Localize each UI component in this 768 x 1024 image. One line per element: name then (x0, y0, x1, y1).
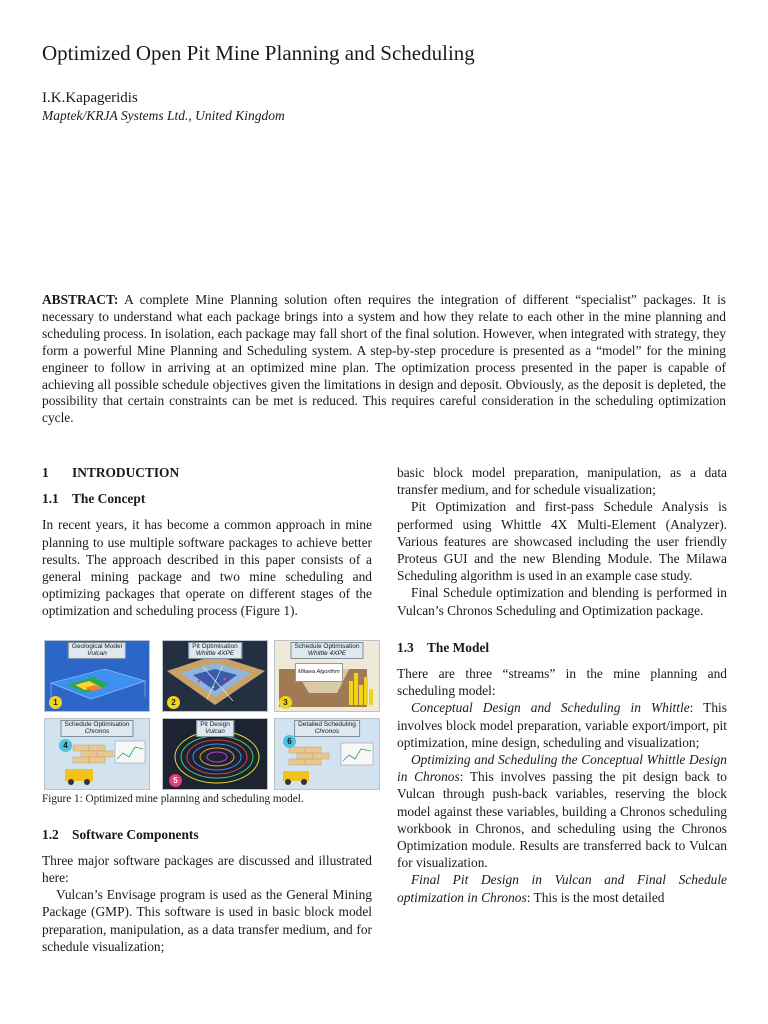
model-stream-3: Final Pit Design in Vulcan and Final Schedule optimization in Chronos: This is the most detailed (397, 872, 727, 905)
figure-panel-schedule-optimisation-whittle (274, 640, 380, 712)
model-paragraph-1: There are three “streams” in the mine planning and scheduling model: (397, 666, 727, 699)
figure-panel-geological-model (44, 640, 150, 712)
subsection-heading-model: 1.3 The Model (397, 639, 490, 655)
figure-panel-detailed-scheduling (274, 718, 380, 790)
software-components-paragraph-2: Vulcan’s Envisage program is used as the General Mining Package (GMP). This software is used in basic block model preparation, manipulation, as a data transfer medium, and for schedule visualization; (42, 887, 372, 954)
figure-step-badge: 5 (169, 774, 182, 787)
left-column (42, 464, 372, 954)
figure-panel-label: Pit Optimisation Whittle 4XPE (188, 642, 242, 659)
figure-panel-label: Schedule Optimisation Whittle 4XPE (290, 642, 363, 659)
figure-step-badge: 4 (59, 739, 72, 752)
figure-panel-schedule-optimisation-chronos (44, 718, 150, 790)
figure-1 (44, 640, 366, 792)
figure-caption: Figure 1: Optimized mine planning and scheduling model. (42, 792, 304, 805)
figure-step-badge: 6 (283, 735, 296, 748)
software-components-paragraph-2-continued: basic block model preparation, manipulation, as a data transfer medium, and for schedule visualization; (397, 465, 727, 498)
model-stream-1: Conceptual Design and Scheduling in Whittle: This involves block model preparation, variable export/import, pit optimization, mine design, scheduling and visualization; (397, 700, 727, 750)
abstract-text: A complete Mine Planning solution often requires the integration of different “specialist” packages. It is necessary to understand what each package brings into a system and how they relate to each other in the mine planning and scheduling process. In isolation, each package may fall short of the final solution. However, when integrated with strategy, they form a powerful Mine Planning and Scheduling system. A step-by-step procedure is presented as a “model” for the mining engineer to follow in arriving at an optimized mine plan. The optimization process presented in the paper is capable of achieving all possible schedule objectives given the limitations in design and deposit. Obviously, as the deposit is depleted, the possibility that certain constraints can be met is reduced. This requires careful consideration in the scheduling optimization cycle. (42, 292, 726, 426)
figure-panel-label: Pit Design Vulcan (196, 720, 234, 737)
right-column (397, 464, 727, 906)
figure-panel-label: Detailed Scheduling Chronos (294, 720, 360, 737)
figure-step-badge: 2 (167, 696, 180, 709)
figure-panel-label: Geological Model Vulcan (68, 642, 126, 659)
author-affiliation: Maptek/KRJA Systems Ltd., United Kingdom (42, 108, 285, 123)
figure-panel-pit-design (162, 718, 268, 790)
section-heading-introduction: 1 INTRODUCTION (42, 465, 180, 480)
subsection-heading-concept: 1.1 The Concept (42, 491, 146, 507)
paper-title: Optimized Open Pit Mine Planning and Scheduling (42, 41, 475, 65)
software-components-paragraph-3: Pit Optimization and first-pass Schedule Analysis is performed using Whittle 4X Multi-Element (Analyzer). Various features are showcased including the user friendly Proteus GUI and the new Blending Module. The Milawa Scheduling algorithm is used in an example case study. (397, 499, 727, 584)
author-name: I.K.Kapageridis (42, 90, 138, 106)
model-stream-2: Optimizing and Scheduling the Conceptual Whittle Design in Chronos: This involves passing the pit design back to Vulcan through push-back variables, reserving the block model against these variables, building a Chronos scheduling workbook in Chronos, and scheduling using the Chronos Optimization module. Results are transferred back to Vulcan for visualization. (397, 752, 727, 871)
abstract (42, 292, 726, 427)
figure-step-badge: 3 (279, 696, 292, 709)
abstract-label: ABSTRACT: (42, 292, 119, 307)
subsection-heading-software-components: 1.2 Software Components (42, 826, 199, 842)
concept-paragraph: In recent years, it has become a common approach in mine planning to use multiple software packages to achieve better results. The approach described in this paper consists of a general mining package and two mine scheduling and optimizing packages that operate on different stages of the optimization and scheduling process (Figure 1). (42, 517, 372, 619)
figure-panel-label: Schedule Optimisation Chronos (60, 720, 133, 737)
figure-step-badge: 1 (49, 696, 62, 709)
figure-panel-pit-optimisation (162, 640, 268, 712)
milawa-algorithm-inset: Milawa Algorithm (295, 663, 343, 682)
software-components-paragraph-4: Final Schedule optimization and blending is performed in Vulcan’s Chronos Scheduling and Optimization package. (397, 585, 727, 618)
software-components-paragraph-1: Three major software packages are discussed and illustrated here: (42, 852, 372, 886)
